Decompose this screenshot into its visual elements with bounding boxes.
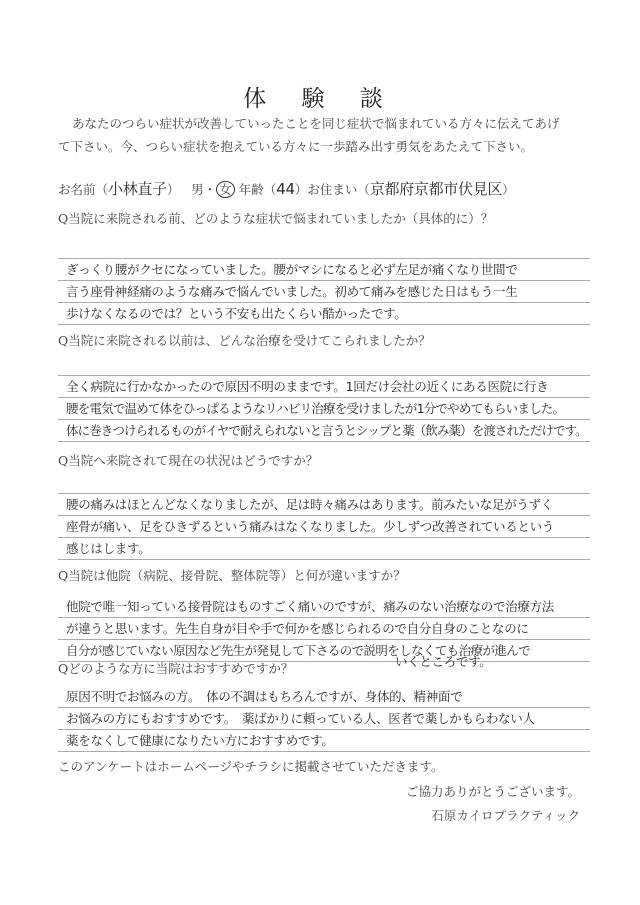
question-2: Q当院に来院される以前は、どんな治療を受けてこられましたか？ <box>58 333 431 348</box>
question-4: Q当院は他院（病院、接骨院、整体院等）と何が違いますか？ <box>58 568 406 583</box>
profile-line <box>58 178 515 199</box>
answer-5 <box>58 686 590 752</box>
answer-line: 全く病院に行かなかったので原因不明のままです。1回だけ会社の近くにある医院に行き <box>66 379 549 394</box>
answer-line: 座骨が痛い、足をひきずるという痛みはなくなりました。少しずつ改善されているという <box>66 519 555 534</box>
age-label: 年齢（ <box>238 182 277 197</box>
question-5: Qどのような方に当院はおすすめですか？ <box>58 661 294 676</box>
answer-line: 腰を電気で温めて体をひっぱるようなリハビリ治療を受けましたが1分でやめてもらいました。 <box>66 401 565 416</box>
intro-line-1: あなたのつらい症状が改善していったことを同じ症状で悩まれている方々に伝えてあげ <box>72 116 560 131</box>
answer-line: ぎっくり腰がクセになっていました。腰がマシになると必ず左足が痛くなり世間で <box>66 262 518 277</box>
answer-line: 感じはします。 <box>66 541 151 556</box>
paren: ） <box>294 182 308 197</box>
answer-line: 薬をなくして健康になりたい方におすすめです。 <box>66 733 334 748</box>
page-title: 体 験 談 <box>243 86 397 112</box>
answer-line: 他院で唯一知っている接骨院はものすごく痛いのですが、痛みのない治療なので治療方法 <box>66 599 555 614</box>
address-label: お住まい（ <box>307 182 370 197</box>
answer-line: 歩けなくなるのでは？という不安も出たくらい酷かったです。 <box>66 306 407 321</box>
name-label: お名前（ <box>58 182 109 197</box>
clinic-name: 石原カイロプラクティック <box>431 808 580 823</box>
answer-2 <box>58 375 590 442</box>
answer-line: 原因不明でお悩みの方。 体の不調はもちろんですが、身体的、精神面で <box>66 689 463 704</box>
question-3: Q当院へ来院されて現在の状況はどうですか？ <box>58 453 319 468</box>
answer-1 <box>58 258 590 325</box>
answer-line: 体に巻きつけられるものがイヤで耐えられないと言うとシップと薬（飲み薬）を渡されただけです。 <box>66 423 587 438</box>
answer-line: が違うと思います。先生自身が目や手で何かを感じられるので自分自身のことなのに <box>66 621 529 636</box>
paren: ） <box>166 182 180 197</box>
paren: ） <box>502 182 515 197</box>
gender-value: 女 <box>216 181 235 198</box>
answer-line: お悩みの方にもおすすめです。 薬ばかりに頼っている人、医者で薬しかもらわない人 <box>66 711 535 726</box>
footer-thanks: ご協力ありがとうございます。 <box>405 784 580 799</box>
footer-notice: このアンケートはホームページやチラシに掲載させていただきます。 <box>58 759 444 774</box>
name-value: 小林直子 <box>108 180 167 198</box>
answer-line: 自分が感じていない原因など先生が発見して下さるので説明をしなくても治療が進んで <box>66 643 531 658</box>
question-1: Q当院に来院される前、どのような症状で悩まれていましたか（具体的に）？ <box>58 211 494 226</box>
intro-line-2: て下さい。今、つらい症状を抱えている方々に一歩踏み出す勇気をあたえて下さい。 <box>58 139 534 154</box>
answer-line: 言う座骨神経痛のような痛みで悩んでいました。初めて痛みを感じた日はもう一生 <box>66 284 518 299</box>
gender-label: 男・ <box>191 182 217 197</box>
age-value: 44 <box>276 180 295 198</box>
answer-3 <box>58 493 590 560</box>
answer-line: 腰の痛みはほとんどなくなりましたが、足は時々痛みはあります。前みたいな足がうずく <box>66 497 554 512</box>
answer-4 <box>58 596 590 662</box>
answer-4-tail: いくところです。 <box>395 654 492 669</box>
address-value: 京都府京都市伏見区 <box>369 180 503 198</box>
